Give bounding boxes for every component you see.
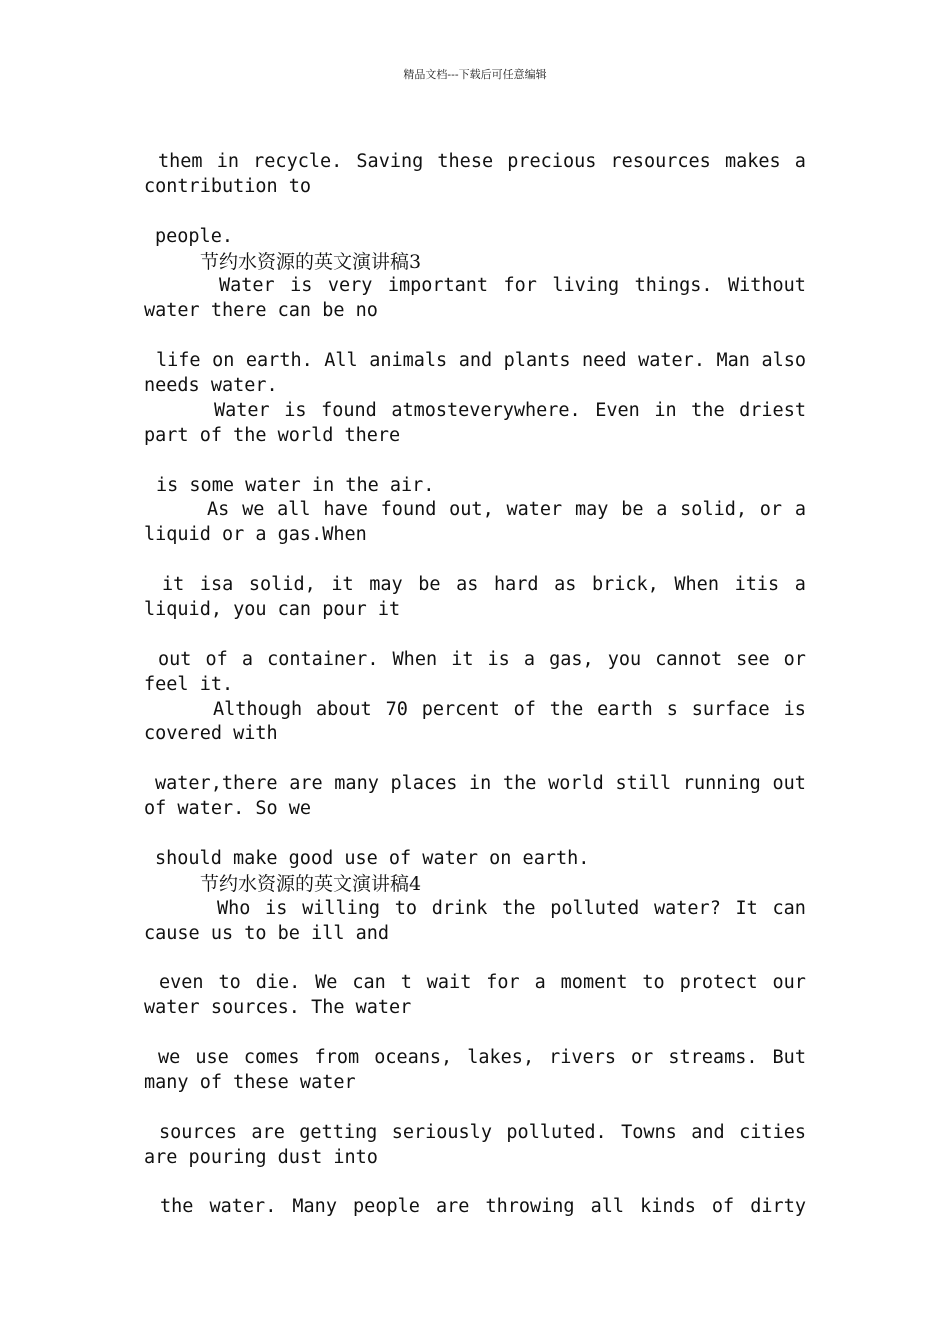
word: When (392, 648, 438, 670)
word: from (314, 1047, 360, 1069)
text-line: liquid or a gas.When (144, 524, 367, 546)
word: to (642, 972, 665, 994)
word: s (666, 698, 678, 720)
word: important (387, 275, 489, 297)
word: polluted. (506, 1121, 607, 1143)
word: Saving (356, 151, 424, 172)
word: it (451, 648, 474, 670)
word: to (218, 972, 241, 994)
word: wait (426, 972, 472, 994)
word: and (691, 1121, 725, 1143)
word: a (794, 151, 806, 172)
word: protect (679, 972, 758, 994)
word: we (158, 1047, 181, 1069)
word: the (691, 399, 725, 421)
text-line (144, 1121, 806, 1146)
word: earth (597, 698, 653, 720)
word: as (456, 574, 479, 596)
word: cities (739, 1121, 806, 1143)
text-line (144, 150, 806, 175)
word: willing (302, 897, 381, 919)
word: to (394, 897, 418, 919)
word: the (549, 698, 584, 720)
word: things. (634, 275, 713, 297)
word: of (711, 1196, 735, 1218)
word: percent (421, 698, 500, 720)
word: animals (369, 350, 448, 372)
word: our (772, 972, 806, 994)
text-line: cause us to be ill and (144, 922, 390, 944)
word: still (615, 773, 672, 795)
word: a (794, 499, 806, 521)
word: can (352, 972, 386, 994)
word: and (458, 350, 493, 372)
text-line (144, 1096, 806, 1121)
text-line: water sources. The water (144, 997, 412, 1019)
word: them (158, 151, 203, 172)
word: water. (638, 350, 705, 372)
text-line (144, 200, 806, 225)
word: drink (431, 897, 488, 919)
text-line: covered with (144, 723, 278, 745)
word: a (656, 499, 668, 521)
word: Water (219, 275, 275, 297)
word: Water (214, 399, 270, 421)
word: of (513, 698, 536, 720)
text-line: water there can be no (144, 300, 378, 322)
text-line: needs water. (144, 375, 278, 397)
word: all (590, 1196, 625, 1218)
word: water (506, 499, 563, 521)
text-line (144, 971, 806, 996)
word: We (315, 972, 338, 994)
word: Although (213, 698, 303, 720)
word: makes (724, 151, 781, 172)
word: very (327, 275, 373, 297)
word: Many (292, 1196, 337, 1218)
word: a (241, 648, 253, 670)
word: found (321, 399, 377, 421)
text-line (144, 1046, 806, 1071)
word: have (323, 499, 368, 521)
section-heading: 节约水资源的英文演讲稿3 (200, 250, 422, 273)
word: streams. (668, 1047, 758, 1069)
word: cannot (655, 648, 723, 670)
word: lakes, (467, 1047, 535, 1069)
word: seriously (391, 1121, 492, 1143)
word: rivers (549, 1047, 616, 1069)
word: many (334, 773, 379, 795)
text-line (144, 822, 806, 847)
word: are (251, 1121, 285, 1143)
word: also (761, 350, 806, 372)
text-line (144, 349, 806, 374)
word: as (554, 574, 577, 596)
page-header: 精品文档---下载后可任意编辑 (403, 68, 547, 81)
text-line (144, 1195, 806, 1220)
text-line: are pouring dust into (144, 1146, 378, 1168)
word: in (654, 399, 677, 421)
word: even (159, 972, 204, 994)
word: Even (595, 399, 640, 421)
word: oceans, (374, 1047, 453, 1069)
word: water? (654, 897, 721, 919)
word: Who (217, 897, 251, 919)
word: need (582, 350, 627, 372)
word: may (369, 574, 403, 596)
word: comes (243, 1047, 300, 1069)
word: a (523, 648, 536, 670)
word: Towns (621, 1121, 677, 1143)
word: or (783, 648, 806, 670)
word: a (534, 972, 546, 994)
word: are (435, 1196, 470, 1218)
text-line: contribution to (144, 175, 312, 197)
word: places (390, 773, 458, 795)
word: be (621, 499, 644, 521)
word: is (265, 897, 288, 919)
word: kinds (640, 1196, 696, 1218)
word: Man (716, 350, 750, 372)
word: getting (299, 1121, 378, 1143)
text-line (144, 1171, 806, 1196)
word: found (380, 499, 437, 521)
word: of (205, 648, 228, 670)
text-line: should make good use of water on earth. (155, 847, 590, 869)
word: out (158, 648, 192, 670)
word: itis (734, 574, 780, 596)
word: sources (159, 1121, 237, 1143)
word: brick, (591, 574, 659, 596)
text-line (144, 772, 806, 797)
text-line (144, 1021, 806, 1046)
word: be (418, 574, 441, 596)
word: about (316, 698, 372, 720)
word: hard (493, 574, 539, 596)
word: recycle. (253, 151, 343, 172)
word: solid, (680, 499, 747, 521)
word: out (772, 773, 806, 795)
word: is (290, 275, 313, 297)
word: in (216, 151, 239, 172)
word: it (162, 574, 185, 596)
word: All (324, 350, 358, 372)
text-line (144, 623, 806, 648)
text-line (144, 274, 806, 299)
text-line (144, 747, 806, 772)
word: for (486, 972, 520, 994)
text-line: part of the world there (144, 424, 401, 446)
word: earth. (245, 350, 313, 372)
word: for (503, 275, 537, 297)
word: plants (503, 350, 571, 372)
text-line (144, 548, 806, 573)
word: driest (739, 399, 806, 421)
word: is (284, 399, 307, 421)
text-line (144, 399, 806, 424)
word: resources (610, 151, 711, 172)
word: we (242, 499, 265, 521)
section-heading: 节约水资源的英文演讲稿4 (200, 872, 422, 895)
word: dirty (750, 1196, 806, 1218)
word: 70 (385, 698, 408, 720)
word: all (277, 499, 311, 521)
text-line (144, 648, 806, 673)
word: When (674, 574, 719, 596)
text-line: feel it. (144, 673, 234, 695)
word: use (195, 1047, 229, 1069)
text-line: is some water in the air. (156, 474, 435, 496)
word: is (783, 698, 806, 720)
word: the (502, 773, 537, 795)
word: polluted (550, 897, 640, 919)
text-line (144, 698, 806, 723)
word: a (794, 574, 806, 596)
word: or (631, 1047, 654, 1069)
word: see (736, 648, 770, 670)
word: may (574, 499, 609, 521)
word: you (607, 648, 642, 670)
word: Without (727, 275, 806, 297)
word: gas, (549, 648, 594, 670)
text-line (144, 947, 806, 972)
word: solid, (248, 574, 316, 596)
word: on (212, 350, 235, 372)
word: the (502, 897, 536, 919)
text-line (144, 573, 806, 598)
word: the (160, 1196, 194, 1218)
word: water,there (155, 773, 278, 795)
text-line: of water. So we (144, 798, 312, 820)
word: these (437, 151, 494, 172)
word: It (735, 897, 758, 919)
word: living (552, 275, 620, 297)
word: running (682, 773, 761, 795)
word: moment (560, 972, 628, 994)
text-line: people. (155, 225, 233, 247)
word: precious (507, 151, 597, 172)
word: life (156, 350, 201, 372)
document-body (144, 150, 806, 1220)
word: it (331, 574, 354, 596)
text-line: many of these water (144, 1071, 356, 1093)
text-line (144, 897, 806, 922)
word: water. (209, 1196, 277, 1218)
word: in (469, 773, 492, 795)
word: are (289, 773, 323, 795)
word: surface (691, 698, 770, 720)
text-line: liquid, you can pour it (144, 599, 401, 621)
text-line (144, 498, 806, 523)
word: But (772, 1047, 806, 1069)
word: world (548, 773, 604, 795)
word: or (759, 499, 783, 521)
word: out, (449, 499, 494, 521)
word: can (772, 897, 806, 919)
word: atmosteverywhere. (391, 399, 581, 421)
word: t (400, 972, 412, 994)
word: people (353, 1196, 420, 1218)
word: As (207, 499, 230, 521)
word: is (487, 648, 510, 670)
word: isa (199, 574, 234, 596)
text-line (144, 449, 806, 474)
word: container. (267, 648, 379, 670)
word: die. (255, 972, 301, 994)
word: throwing (485, 1196, 575, 1218)
text-line (144, 324, 806, 349)
